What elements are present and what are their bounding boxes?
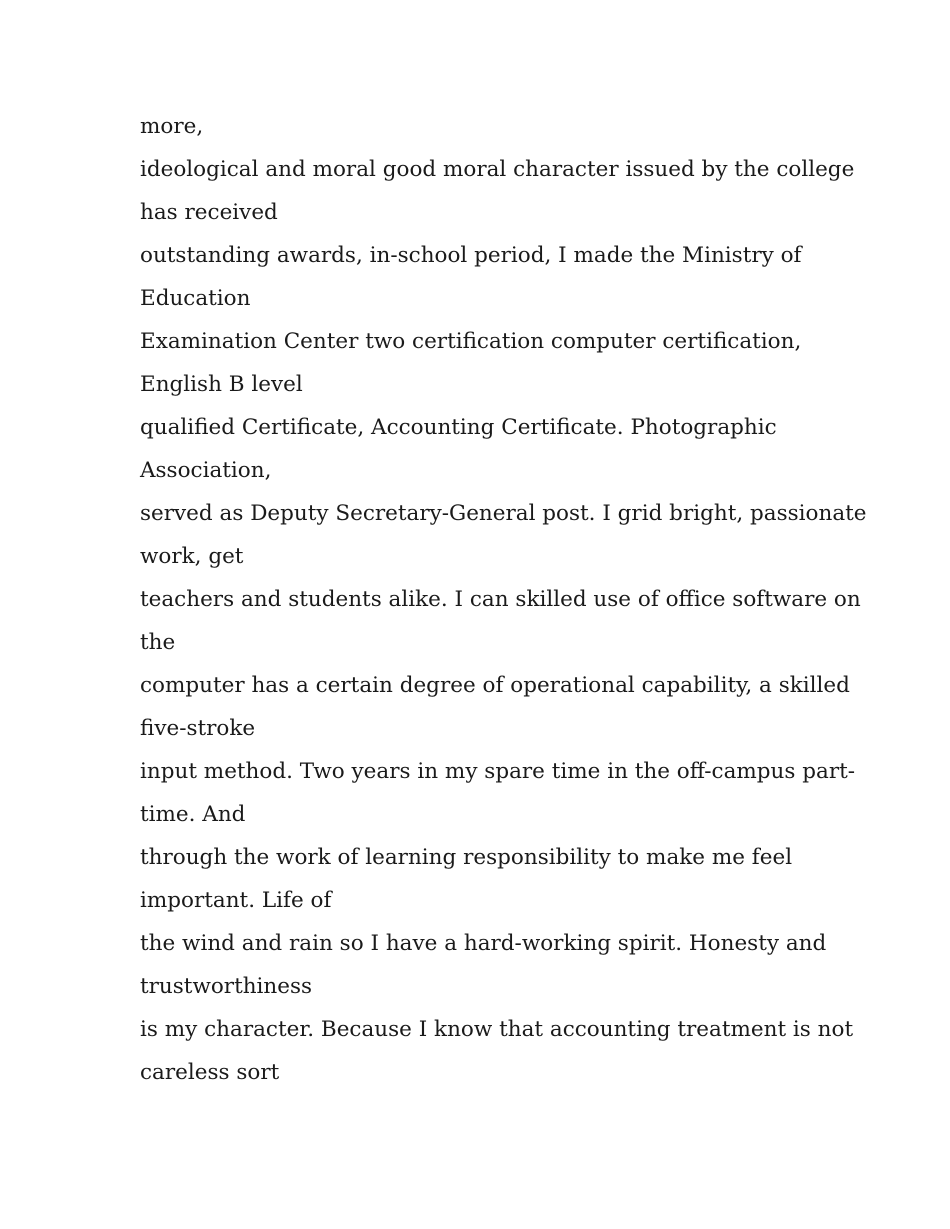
text-line: input method. Two years in my spare time in the off-campus part- (140, 759, 856, 784)
text-line: the (140, 630, 176, 655)
text-line: English B level (140, 372, 303, 397)
text-line: time. And (140, 802, 246, 827)
text-line: has received (140, 200, 278, 225)
text-line: Association, (140, 458, 272, 483)
text-line: outstanding awards, in-school period, I made the Ministry of (140, 243, 802, 268)
text-line: is my character. Because I know that accounting treatment is not (140, 1017, 854, 1042)
text-line: computer has a certain degree of operational capability, a skilled (140, 673, 850, 698)
text-line: trustworthiness (140, 974, 313, 999)
text-line: the wind and rain so I have a hard-working spirit. Honesty and (140, 931, 827, 956)
text-line: served as Deputy Secretary-General post. I grid bright, passionate (140, 501, 867, 526)
text-line: teachers and students alike. I can skilled use of office software on (140, 587, 861, 612)
text-line: work, get (140, 544, 244, 569)
text-line: ideological and moral good moral character issued by the college (140, 157, 855, 182)
text-line: through the work of learning responsibility to make me feel (140, 845, 793, 870)
text-line: Examination Center two certification computer certification, (140, 329, 802, 354)
text-line: important. Life of (140, 888, 332, 913)
text-line: qualified Certificate, Accounting Certificate. Photographic (140, 415, 777, 440)
text-line: careless sort (140, 1060, 280, 1085)
text-line: five-stroke (140, 716, 256, 741)
body-text (140, 105, 867, 1094)
text-line: Education (140, 286, 251, 311)
text-line: more, (140, 114, 204, 139)
